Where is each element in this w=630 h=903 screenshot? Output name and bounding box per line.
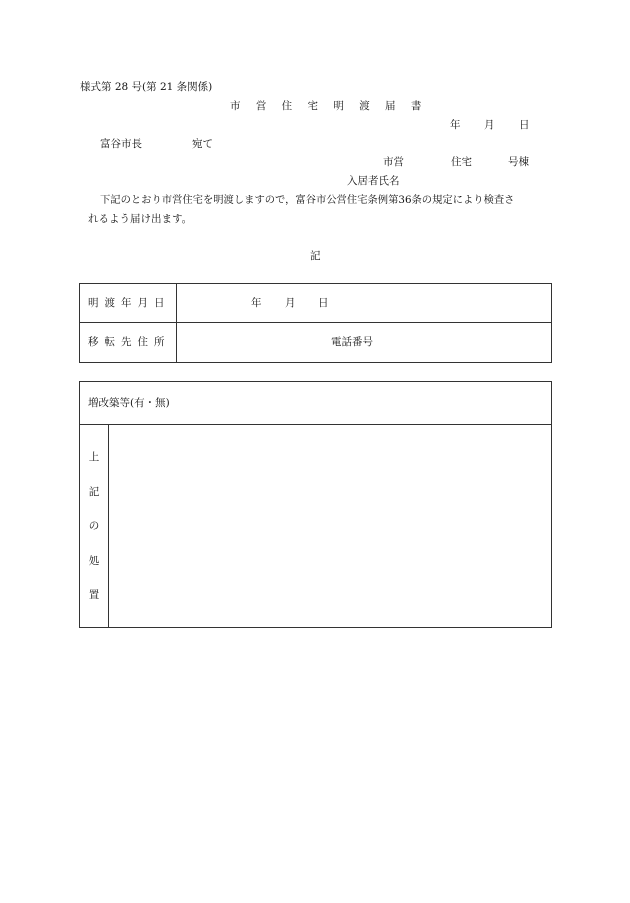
housing-middle: 住宅 — [451, 156, 472, 168]
disposal-label-char-2: 記 — [88, 486, 100, 498]
date-month-label: 月 — [484, 119, 495, 131]
move-out-date-day: 日 — [318, 297, 329, 309]
table2-row-divider — [79, 424, 552, 425]
disposal-label-char-5: 置 — [88, 589, 100, 601]
disposal-label-char-1: 上 — [88, 451, 100, 463]
disposal-label-char-3: の — [88, 520, 100, 532]
table2-column-divider — [108, 424, 109, 628]
date-year-label: 年 — [450, 119, 461, 131]
addressee: 富谷市長 — [100, 138, 142, 150]
phone-number-label: 電話番号 — [331, 336, 373, 348]
resident-name-label: 入居者氏名 — [347, 175, 400, 187]
record-heading: 記 — [310, 250, 321, 262]
move-out-date-label: 明渡年月日 — [88, 297, 171, 309]
table1-column-divider — [176, 283, 177, 363]
form-number: 様式第 28 号(第 21 条関係) — [80, 81, 213, 93]
body-text-line-1: 下記のとおり市営住宅を明渡しますので，富谷市公営住宅条例第36条の規定により検査さ — [100, 194, 515, 206]
move-out-info-table — [79, 283, 552, 363]
new-address-label: 移転先住所 — [88, 336, 171, 348]
table1-row-divider — [79, 322, 552, 323]
move-out-date-month: 月 — [285, 297, 296, 309]
renovation-label: 増改築等(有・無) — [88, 397, 170, 409]
move-out-date-year: 年 — [251, 297, 262, 309]
disposal-label-char-4: 処 — [88, 555, 100, 567]
addressee-suffix: 宛て — [192, 138, 213, 150]
body-text-line-2: れるよう届け出ます。 — [88, 213, 193, 225]
document-title: 市 営 住 宅 明 渡 届 書 — [230, 100, 428, 112]
date-day-label: 日 — [519, 119, 530, 131]
housing-prefix: 市営 — [383, 156, 404, 168]
disposal-table — [79, 381, 552, 628]
housing-suffix: 号棟 — [508, 156, 529, 168]
